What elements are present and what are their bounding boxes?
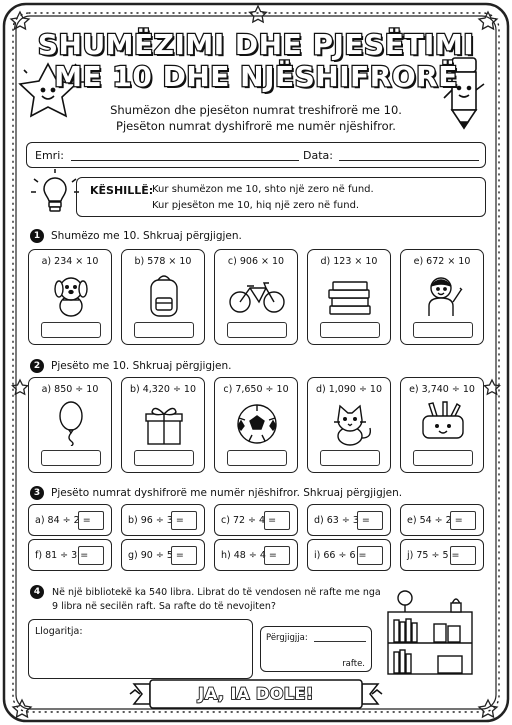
card-label: e) 672 × 10 (413, 256, 471, 267)
answer-box[interactable] (357, 546, 383, 565)
answer-box[interactable] (227, 322, 287, 338)
card-label: b) 4,320 ÷ 10 (129, 384, 197, 395)
answer-box[interactable] (264, 511, 290, 530)
name-date-box (26, 142, 486, 168)
equation-text: b) 96 ÷ 3 = (128, 515, 184, 526)
card-label: a) 234 × 10 (41, 256, 99, 267)
answer-box[interactable] (450, 511, 476, 530)
section-3-number: 3 (30, 486, 44, 500)
answer-box[interactable] (357, 511, 383, 530)
divide-card-a (28, 377, 112, 473)
divide-card-b (121, 377, 205, 473)
answer-box[interactable] (41, 322, 101, 338)
division-equation-h (214, 539, 298, 571)
calculation-label: Llogaritja: (35, 626, 83, 637)
cat-icon (320, 400, 380, 446)
card-label: d) 1,090 ÷ 10 (315, 384, 383, 395)
name-field[interactable] (71, 160, 299, 161)
bicycle-icon (227, 272, 287, 318)
answer-box[interactable] (134, 322, 194, 338)
word-problem-line-1: Në një bibliotekë ka 540 libra. Librat do të vendosen në rafte me nga (52, 587, 381, 598)
answer-box[interactable] (41, 450, 101, 466)
soccer-ball-icon (227, 400, 287, 446)
calculation-area[interactable] (28, 619, 253, 679)
answer-box[interactable] (78, 546, 104, 565)
divide-card-e (400, 377, 484, 473)
answer-box[interactable] (227, 450, 287, 466)
multiply-card-e (400, 249, 484, 345)
tip-line-1: Kur shumëzon me 10, shto një zero në fund. (152, 184, 374, 195)
answer-box[interactable] (78, 511, 104, 530)
equation-text: i) 66 ÷ 6 = (314, 550, 367, 561)
section-1-title (30, 229, 242, 243)
balloon-icon (41, 400, 101, 446)
card-label: c) 7,650 ÷ 10 (223, 384, 289, 395)
answer-unit: rafte. (342, 659, 365, 669)
card-label: a) 850 ÷ 10 (41, 384, 99, 395)
equation-text: h) 48 ÷ 4 = (221, 550, 277, 561)
answer-box[interactable] (171, 546, 197, 565)
equation-text: a) 84 ÷ 2 = (35, 515, 91, 526)
equation-text: f) 81 ÷ 3 = (35, 550, 89, 561)
section-1-number: 1 (30, 229, 44, 243)
multiply-card-a (28, 249, 112, 345)
page-title-line-2: ME 10 DHE NJËSHIFRORË (54, 60, 458, 93)
section-2-instruction: Pjesëto me 10. Shkruaj përgjigjen. (51, 360, 232, 372)
subtitle-line-2: Pjesëton numrat dyshifrorë me numër njëshifror. (116, 119, 396, 133)
page-title-line-1: SHUMËZIMI DHE PJESËTIMI (37, 28, 475, 61)
answer-box[interactable] (413, 322, 473, 338)
answer-area (260, 626, 372, 672)
division-equation-e (400, 504, 484, 536)
answer-box[interactable] (134, 450, 194, 466)
card-label: c) 906 × 10 (227, 256, 285, 267)
division-equation-a (28, 504, 112, 536)
division-equation-b (121, 504, 205, 536)
equation-text: c) 72 ÷ 4 = (221, 515, 277, 526)
tip-label: KËSHILLË: (90, 184, 154, 197)
footer-banner-text: JA, IA DOLE! (198, 684, 314, 703)
section-3-title (30, 486, 402, 500)
subtitle-line-1: Shumëzon dhe pjesëton numrat treshifrorë me 10. (110, 103, 402, 117)
division-equation-i (307, 539, 391, 571)
equation-text: e) 54 ÷ 2 = (407, 515, 463, 526)
division-equation-f (28, 539, 112, 571)
answer-box[interactable] (320, 322, 380, 338)
division-equation-d (307, 504, 391, 536)
division-equation-c (214, 504, 298, 536)
multiply-card-b (121, 249, 205, 345)
division-equation-j (400, 539, 484, 571)
card-label: d) 123 × 10 (320, 256, 378, 267)
section-2-title (30, 359, 231, 373)
dog-icon (41, 272, 101, 318)
divide-card-d (307, 377, 391, 473)
division-equation-g (121, 539, 205, 571)
backpack-icon (134, 272, 194, 318)
section-4-number: 4 (30, 585, 44, 599)
date-field[interactable] (339, 160, 479, 161)
date-label: Data: (303, 149, 333, 162)
section-3-instruction: Pjesëto numrat dyshifrorë me numër njëshifror. Shkruaj përgjigjen. (51, 487, 403, 499)
card-label: b) 578 × 10 (134, 256, 192, 267)
answer-box[interactable] (413, 450, 473, 466)
equation-text: j) 75 ÷ 5 = (407, 550, 460, 561)
answer-box[interactable] (264, 546, 290, 565)
equation-text: g) 90 ÷ 5 = (128, 550, 184, 561)
card-label: e) 3,740 ÷ 10 (409, 384, 475, 395)
name-label: Emri: (35, 149, 64, 162)
books-icon (320, 272, 380, 318)
multiply-card-c (214, 249, 298, 345)
answer-box[interactable] (450, 546, 476, 565)
bookshelf-icon (388, 591, 472, 674)
equation-text: d) 63 ÷ 3 = (314, 515, 370, 526)
light-bulb-icon (31, 169, 79, 211)
section-2-number: 2 (30, 359, 44, 373)
multiply-card-d (307, 249, 391, 345)
section-1-instruction: Shumëzo me 10. Shkruaj përgjigjen. (51, 230, 242, 242)
child-icon (413, 272, 473, 318)
answer-field[interactable] (314, 641, 366, 642)
gift-icon (134, 400, 194, 446)
pencil-case-icon (413, 400, 473, 446)
answer-box[interactable] (320, 450, 380, 466)
tip-box (76, 177, 486, 217)
answer-label: Përgjigjja: (266, 633, 308, 643)
tip-line-2: Kur pjesëton me 10, hiq një zero në fund. (152, 200, 360, 211)
answer-box[interactable] (171, 511, 197, 530)
word-problem-line-2: 9 libra në secilën raft. Sa rafte do të nevojiten? (52, 601, 276, 612)
divide-card-c (214, 377, 298, 473)
